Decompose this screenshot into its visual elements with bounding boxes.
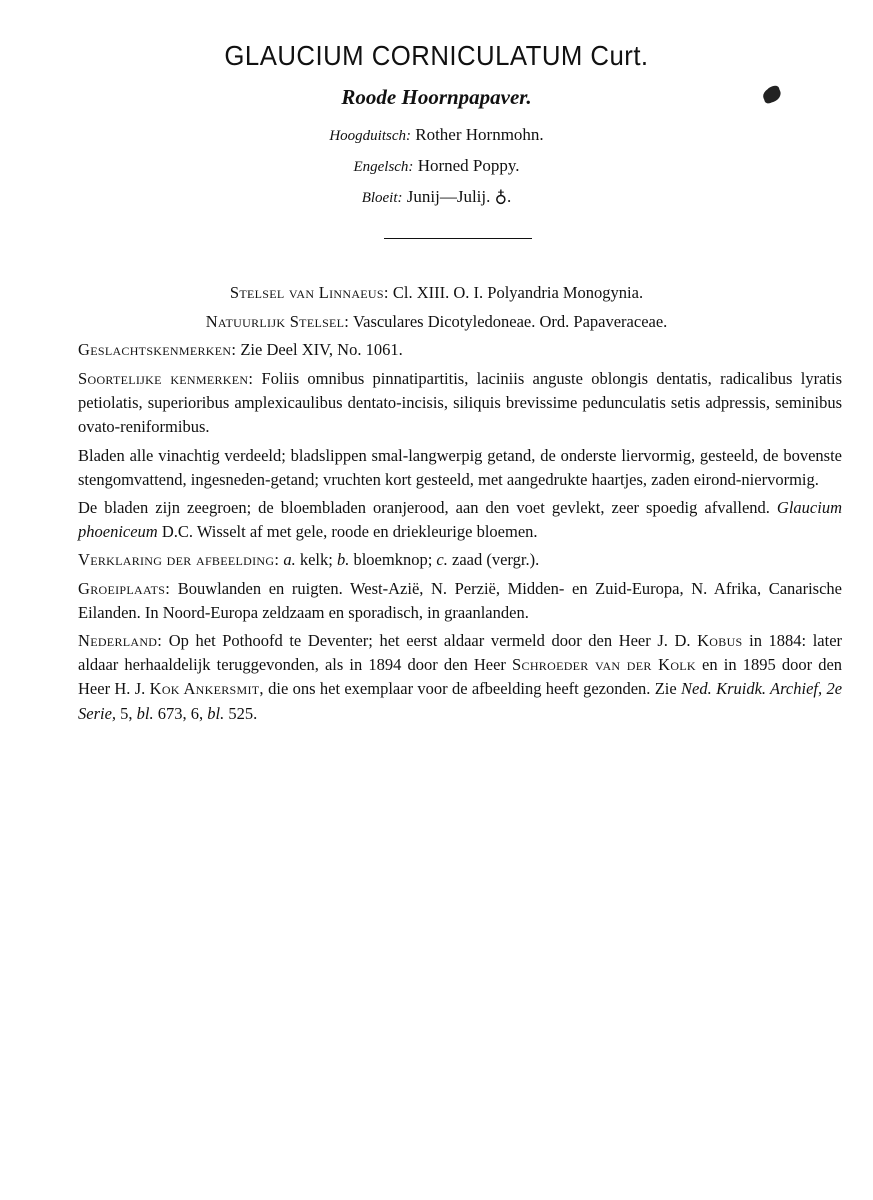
netherlands-text-7: 525. [228, 703, 258, 723]
species-label: Soortelijke kenmerken: [78, 369, 254, 388]
page-abbrev-2: bl. [207, 703, 225, 723]
english-label: Engelsch: [353, 159, 414, 175]
figure-explanation [78, 548, 842, 572]
color-text-1: De bladen zijn zeegroen; de bloembladen oranjerood, aan den voet gevlekt, zeer spoedig afvallend. [78, 498, 770, 518]
habitat-label: Groeiplaats: [78, 578, 171, 598]
netherlands-text-3: en in 1895 door den Heer H. J. [78, 655, 843, 699]
habitat [78, 577, 842, 625]
figure-key-b: b. [336, 550, 350, 570]
english-name-row [0, 151, 873, 182]
genus-characters [78, 338, 842, 362]
natural-system [0, 310, 873, 334]
netherlands-distribution [78, 629, 842, 726]
page-title: GLAUCIUM CORNICULATUM Curt. [224, 40, 649, 71]
linnaeus-value: Cl. XIII. O. I. Polyandria Monogynia. [392, 283, 644, 302]
netherlands-text-4: die ons het exemplaar voor de afbeelding heeft gezonden. Zie [268, 679, 677, 699]
section-divider [384, 238, 532, 239]
natural-system-value: Vasculares Dicotyledoneae. Ord. Papaveraceae. [353, 312, 668, 331]
habitat-text: Bouwlanden en ruigten. West-Azië, N. Perzië, Midden- en Zuid-Europa, N. Afrika, Canarische Eilanden. In Noord-Europa zeldzaam en sporadisch, in graanlanden. [78, 578, 843, 622]
flowering-label: Bloeit: [361, 190, 403, 206]
page-abbrev-1: bl. [136, 703, 154, 723]
dutch-description-text: Bladen alle vinachtig verdeeld; bladslippen smal-langwerpig getand, de onderste liervormig, gesteeld, de bovenste stengomvattend, ingesneden-getand; vruchten kort gesteeld, met aangedrukte haartjes, zaden eirond-niervormig. [78, 445, 842, 489]
english-name: Horned Poppy. [417, 156, 520, 175]
figure-label: Verklaring der afbeelding: [78, 550, 280, 570]
flowering-row [0, 182, 873, 213]
natural-system-label: Natuurlijk Stelsel: [205, 312, 350, 331]
synonym: Glaucium phoeniceum [78, 498, 842, 542]
person-name-kobus: Kobus [697, 631, 743, 651]
netherlands-text-1: Op het Pothoofd te Deventer; het eerst aldaar vermeld door den Heer J. D. [168, 631, 691, 651]
german-name-row [0, 120, 873, 151]
figure-text-c: zaad (vergr.). [452, 550, 540, 570]
german-label: Hoogduitsch: [329, 128, 411, 144]
dutch-description [78, 444, 842, 492]
dutch-common-name: Roode Hoornpapaver. [341, 85, 532, 109]
journal-reference: Ned. Kruidk. Archief, 2e Serie, [78, 679, 843, 723]
linnaeus-system [0, 281, 873, 305]
species-text: Foliis omnibus pinnatipartitis, laciniis anguste oblongis dentatis, radicalibus lyratis petiolatis, superioribus amplexicaulibus dentato-incisis, siliquis brevissime pedunculatis setis adpressis, seminibus ovato-reniformibus. [78, 369, 843, 437]
color-description [78, 496, 842, 544]
figure-key-a: a. [283, 550, 296, 570]
netherlands-text-6: 673, 6, [157, 703, 204, 723]
person-name-schroeder: Schroeder van der Kolk [512, 655, 696, 675]
linnaeus-label: Stelsel van Linnaeus: [229, 283, 389, 302]
netherlands-text-5: 5, [120, 703, 133, 723]
description-body [78, 367, 842, 730]
person-name-ankersmit: Kok Ankersmit, [149, 679, 264, 699]
species-characters [78, 367, 842, 440]
color-text-2: D.C. Wisselt af met gele, roode en driekleurige bloemen. [161, 522, 538, 542]
figure-key-c: c. [436, 550, 448, 570]
netherlands-text-2: in 1884: later aldaar herhaaldelijk teruggevonden, als in 1894 door den Heer [78, 631, 843, 675]
genus-value: Zie Deel XIV, No. 1061. [240, 340, 403, 359]
flowering-period: Junij—Julij. ♁. [406, 187, 512, 206]
figure-text-a: kelk; [299, 550, 333, 570]
netherlands-label: Nederland: [78, 631, 163, 651]
vernacular-names [0, 120, 873, 213]
figure-text-b: bloemknop; [353, 550, 433, 570]
german-name: Rother Hornmohn. [415, 125, 544, 144]
genus-label: Geslachtskenmerken: [78, 340, 237, 359]
